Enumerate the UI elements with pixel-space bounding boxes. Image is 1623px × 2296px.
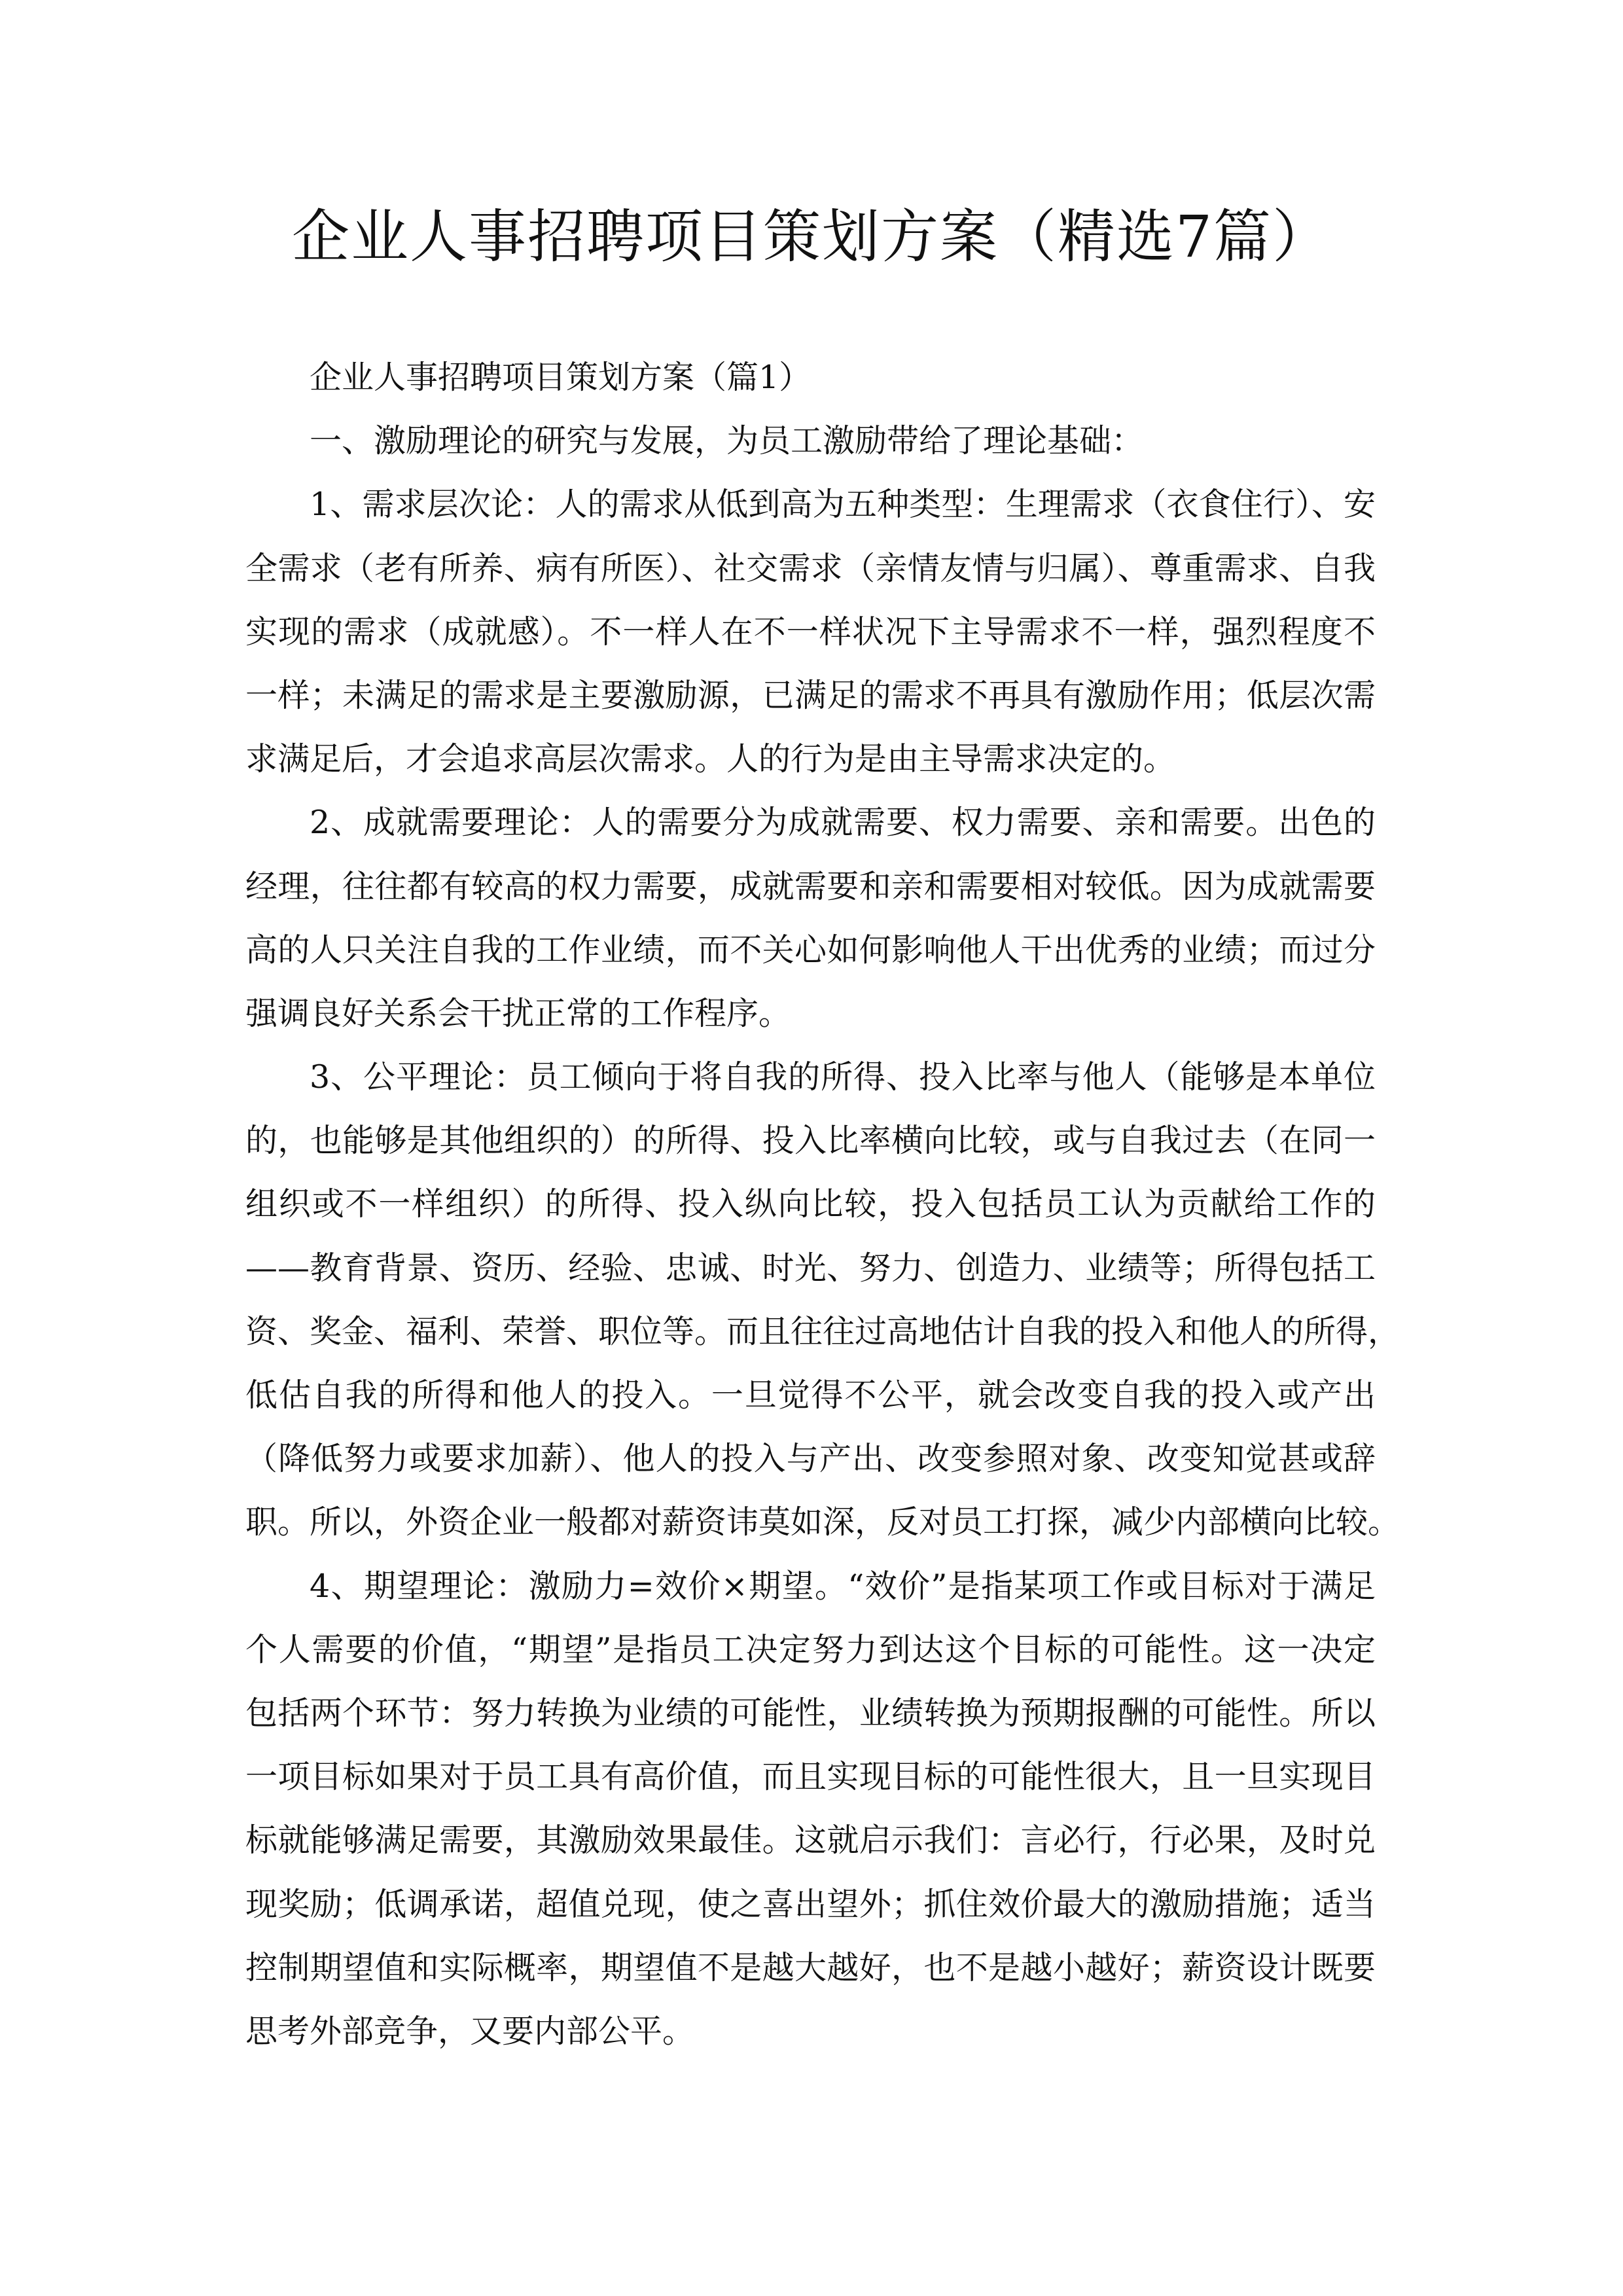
text-line: 职。所以，外资企业一般都对薪资讳莫如深，反对员工打探，减少内部横向比较。 bbox=[245, 1503, 1400, 1541]
text-line: 实现的需求（成就感）。不一样人在不一样状况下主导需求不一样，强烈程度不 bbox=[245, 613, 1376, 651]
text-line: 企业人事招聘项目策划方案（篇1） bbox=[310, 359, 812, 396]
text-line: 强调良好关系会干扰正常的工作程序。 bbox=[245, 994, 791, 1032]
text-line: 1、需求层次论：人的需求从低到高为五种类型：生理需求（衣食住行）、安 bbox=[310, 486, 1376, 524]
text-line: 现奖励；低调承诺，超值兑现，使之喜出望外；抓住效价最大的激励措施；适当 bbox=[245, 1885, 1376, 1923]
text-line: 高的人只关注自我的工作业绩，而不关心如何影响他人干出优秀的业绩；而过分 bbox=[245, 931, 1376, 969]
document-title: 企业人事招聘项目策划方案（精选7篇） bbox=[292, 203, 1331, 270]
text-line: 经理，往往都有较高的权力需要，成就需要和亲和需要相对较低。因为成就需要 bbox=[245, 867, 1376, 905]
text-line: 一、激励理论的研究与发展，为员工激励带给了理论基础： bbox=[310, 422, 1144, 460]
text-line: 4、期望理论：激励力=效价×期望。“效价”是指某项工作或目标对于满足 bbox=[310, 1567, 1376, 1605]
paragraph bbox=[245, 346, 1376, 409]
paragraph bbox=[245, 409, 1376, 473]
text-line: 控制期望值和实际概率，期望值不是越大越好，也不是越小越好；薪资设计既要 bbox=[245, 1948, 1376, 1986]
text-line: 一项目标如果对于员工具有高价值，而且实现目标的可能性很大，且一旦实现目 bbox=[245, 1758, 1376, 1796]
text-line: 一样；未满足的需求是主要激励源，已满足的需求不再具有激励作用；低层次需 bbox=[245, 676, 1376, 714]
text-line: 低估自我的所得和他人的投入。一旦觉得不公平，就会改变自我的投入或产出 bbox=[245, 1376, 1376, 1414]
text-line: 全需求（老有所养、病有所医）、社交需求（亲情友情与归属）、尊重需求、自我 bbox=[245, 549, 1376, 587]
text-line: 资、奖金、福利、荣誉、职位等。而且往往过高地估计自我的投入和他人的所得， bbox=[245, 1312, 1400, 1350]
paragraph bbox=[245, 1045, 1400, 1554]
document-body bbox=[245, 346, 1400, 2063]
paragraph bbox=[245, 791, 1376, 1045]
text-line: 思考外部竞争，又要内部公平。 bbox=[245, 2012, 695, 2050]
text-line: 求满足后，才会追求高层次需求。人的行为是由主导需求决定的。 bbox=[245, 740, 1176, 778]
text-line: 个人需要的价值，“期望”是指员工决定努力到达这个目标的可能性。这一决定 bbox=[245, 1630, 1376, 1668]
text-line: 包括两个环节：努力转换为业绩的可能性，业绩转换为预期报酬的可能性。所以 bbox=[245, 1694, 1376, 1732]
text-line: 2、成就需要理论：人的需要分为成就需要、权力需要、亲和需要。出色的 bbox=[310, 804, 1376, 842]
text-line: 组织或不一样组织）的所得、投入纵向比较，投入包括员工认为贡献给工作的 bbox=[245, 1185, 1376, 1223]
text-line: 标就能够满足需要，其激励效果最佳。这就启示我们：言必行，行必果，及时兑 bbox=[245, 1821, 1376, 1859]
text-line: 3、公平理论：员工倾向于将自我的所得、投入比率与他人（能够是本单位 bbox=[310, 1058, 1376, 1096]
paragraph bbox=[245, 473, 1376, 791]
paragraph bbox=[245, 1554, 1376, 2064]
text-line: （降低努力或要求加薪）、他人的投入与产出、改变参照对象、改变知觉甚或辞 bbox=[245, 1440, 1376, 1478]
text-line: ——教育背景、资历、经验、忠诚、时光、努力、创造力、业绩等；所得包括工 bbox=[245, 1249, 1376, 1287]
text-line: 的，也能够是其他组织的）的所得、投入比率横向比较，或与自我过去（在同一 bbox=[245, 1122, 1376, 1160]
